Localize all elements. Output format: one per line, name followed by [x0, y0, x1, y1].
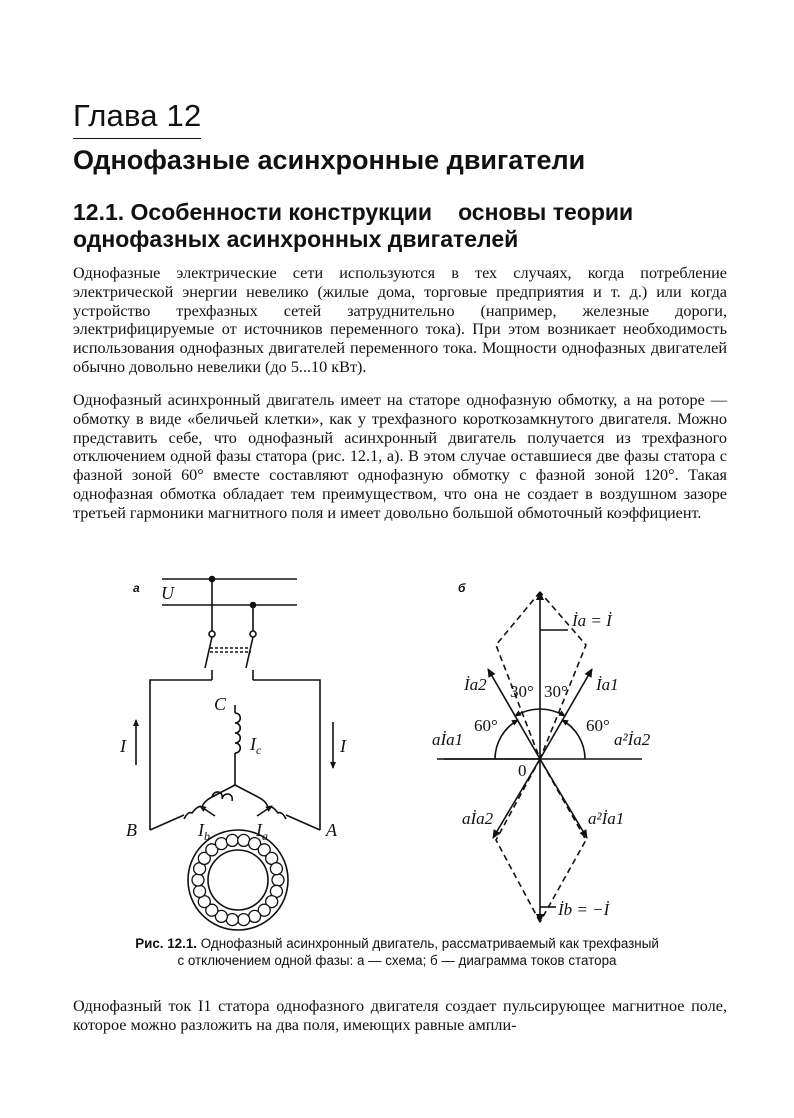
chapter-title: Однофазные асинхронные двигатели [73, 145, 586, 175]
rotor-bar [192, 874, 204, 886]
label-Ib-equals-minus-I: İb = −İ [558, 900, 610, 919]
rotor-bar [226, 914, 238, 926]
label-U: U [161, 583, 174, 603]
label-aIa1: aİa1 [432, 730, 464, 749]
arc-60-left [495, 720, 518, 759]
section-title-part1: Особенности конструкции [130, 199, 433, 225]
figure-caption [96, 935, 698, 969]
label-I-right: I [340, 736, 346, 756]
panel-b-diagram [437, 592, 642, 922]
label-C: C [214, 694, 227, 714]
arc-30-left [515, 709, 540, 716]
lower-rhombus [496, 759, 586, 922]
label-B: B [126, 820, 137, 840]
section-title-line2: однофазных асинхронных двигателей [73, 226, 519, 252]
section-title-part2: основы теории [458, 199, 634, 225]
label-Ia: $I_a$ [256, 820, 268, 843]
rotor-bar [270, 863, 282, 875]
caption-line2: с отключением одной фазы: а — схема; б — диаграмма токов статора [177, 953, 617, 968]
rotor-bar [238, 914, 250, 926]
rotor-bars [192, 834, 284, 925]
vector-a2Ia1 [540, 759, 587, 838]
figure-12-1 [0, 560, 794, 950]
label-origin: 0 [518, 761, 527, 780]
caption-line1: Однофазный асинхронный двигатель, рассматриваемый как трехфазный [200, 936, 659, 951]
rotor-bar [238, 834, 250, 846]
vector-aIa2 [493, 759, 540, 838]
rotor-bar [249, 910, 261, 922]
rotor-bar [226, 834, 238, 846]
label-Ib: $I_b$ [198, 820, 210, 843]
label-Ic: $I_c$ [250, 734, 262, 757]
body-paragraph-3: Однофазный ток I1 статора однофазного двигателя создает пульсирующее магнитное поле, которое можно разложить на два поля, имеющих равные ампли- [73, 997, 727, 1034]
label-60-right: 60° [586, 716, 610, 735]
label-Ia-equals-I: İa = İ [572, 611, 612, 630]
panel-b-label: б [458, 581, 466, 595]
label-30-right: 30° [544, 682, 568, 701]
label-a2Ia1: a²İa1 [588, 809, 625, 828]
arc-30-right [540, 709, 565, 716]
arc-60-right [562, 720, 585, 759]
body-paragraph-1: Однофазные электрические сети используются в тех случаях, когда потребление электрической энергии невелико (жилые дома, торговые предприятия и т. д.) или когда устройство трехфазных сетей затруднительно (например, железные дороги, электрифицируемые от источников переменного тока). При этом возникает необходимость использования однофазных двигателей переменного тока. Мощности однофазных двигателей обычно довольно невелики (до 5...10 кВт). [73, 264, 727, 376]
rotor-bar [272, 874, 284, 886]
label-I-left: I [120, 736, 126, 756]
panel-b-labels [432, 581, 651, 919]
label-aIa2: aİa2 [462, 809, 494, 828]
section-number: 12.1. [73, 199, 125, 225]
label-Ia1: İa1 [596, 675, 619, 694]
section-title [73, 199, 733, 253]
label-Ia2: İa2 [464, 675, 487, 694]
label-30-left: 30° [510, 682, 534, 701]
body-paragraph-2: Однофазный асинхронный двигатель имеет на статоре однофазную обмотку, а на роторе — обмотку в виде «беличьей клетки», как у трехфазного короткозамкнутого двигателя. Можно представить себе, что однофазный асинхронный двигатель получается из трехфазного отключением одной фазы статора (рис. 12.1, а). В этом случае оставшиеся две фазы статора с фазной зоной 60° вместе составляют однофазную обмотку с фазной зоной 120°. Такая однофазная обмотка обладает тем преимуществом, что она не создает в воздушном зазоре третьей гармоники магнитного поля и имеет довольно большой обмоточный коэффициент. [73, 391, 727, 522]
chapter-label: Глава 12 [73, 96, 201, 139]
rotor-bar [194, 885, 206, 897]
panel-a-label: а [133, 581, 140, 595]
label-A: A [326, 820, 337, 840]
rotor-bar [215, 838, 227, 850]
caption-prefix: Рис. 12.1. [135, 936, 198, 951]
label-60-left: 60° [474, 716, 498, 735]
panel-a-labels [119, 581, 347, 843]
panel-a-schematic [136, 577, 333, 931]
label-a2Ia2: a²İa2 [614, 730, 651, 749]
